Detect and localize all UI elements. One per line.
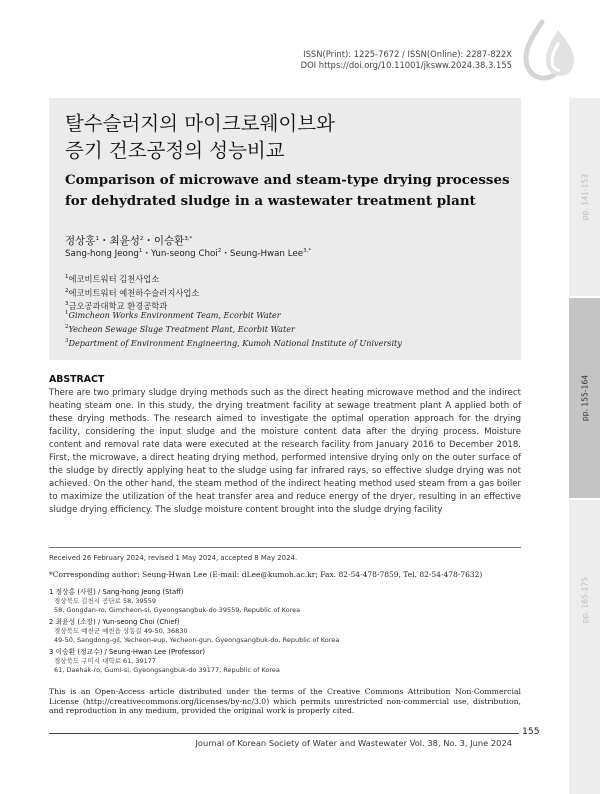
author-3-english: Seung-Hwan Lee xyxy=(229,249,304,259)
korean-title xyxy=(65,110,335,164)
author-1-en-sup: 1 xyxy=(138,248,143,254)
journal-citation: Journal of Korean Society of Water and Wastewater Vol. 38, No. 3, June 2024 xyxy=(195,738,512,748)
contributor-1: 1 정상홍 (사원) / Sang-hong Jeong (Staff) 경상북도 김천시 공단로 58, 39559 58, Gongdan-ro, Gimcheon-si, Gyeongsangbuk-do 39559, Republic of Korea xyxy=(49,588,301,615)
author-3-en-sup: 3,* xyxy=(303,248,312,254)
author-2-english: Yun-seong Choi xyxy=(151,249,218,259)
author-2-en-sup: 2 xyxy=(217,248,222,254)
doi-line: DOI https://doi.org/10.11001/jksww.2024.38.3.155 xyxy=(300,59,512,70)
license-notice: This is an Open-Access article distributed under the terms of the Creative Commons Attribution Non-Commercial License (http://creativecommons.org/licenses/by-nc/3.0) which permits unrestricted non-commercial use, distribution, and reproduction in any medium, provided the original work is properly cited. xyxy=(49,687,521,715)
page-range-tabs xyxy=(569,98,600,794)
author-separator: ・ xyxy=(98,235,110,247)
affiliation-english: $^2$Yecheon Sewage Sluge Treatment Plant, Ecorbit Water xyxy=(65,324,295,334)
author-separator: ・ xyxy=(143,235,154,247)
english-authors xyxy=(65,247,311,259)
author-2-korean: 최윤성 xyxy=(109,235,140,247)
author-separator: ・ xyxy=(221,249,230,259)
korean-authors xyxy=(65,233,192,248)
affiliation-korean: $^3$금오공과대학교 환경공학과 xyxy=(65,301,168,312)
abstract-text: There are two primary sludge drying methods such as the direct heating microwave method and the indirect heating steam one. In this study, the drying treatment facility at sewage treatment plant A applied both of these drying methods. The research aimed to investigate the optimal operation approach for the drying facility, considering the input sludge and the moisture content data after the drying process. Moisture content and removal rate data were executed at the research facility from January 2016 to December 2018. First, the microwave, a direct heating drying method, performed intensive drying only on the outer surface of the sludge by directly applying heat to the sludge using far infrared rays, so effective sludge drying was not achieved. On the other hand, the steam method of the indirect heating method used steam from a gas boiler to maximize the utilization of the heat transfer area and reduce energy of the dryer, resulting in an effective sludge drying efficiency. The sludge moisture content brought into the sludge drying facility xyxy=(49,388,521,516)
tab-pp-165-175[interactable]: pp. 165-175 xyxy=(569,500,600,794)
issn-doi-block xyxy=(301,49,512,70)
affiliation-korean: $^1$에코비트워터 김천사업소 xyxy=(65,274,160,284)
author-1-korean: 정상홍 xyxy=(65,235,96,247)
english-title: Comparison of microwave and steam-type drying processes for dehydrated sludge in a wastewater treatment plant xyxy=(65,172,510,209)
footer-rule xyxy=(49,733,519,734)
affiliation-english: $^1$Gimcheon Works Environment Team, Ecorbit Water xyxy=(65,310,281,320)
author-3-korean: 이승환 xyxy=(153,235,185,247)
author-1-sup: 1 xyxy=(95,236,99,242)
contributor-2: 2 최윤성 (소장) / Yun-seong Choi (Chief) 경상북도 예천군 예천읍 상동길 49-50, 36830 49-50, Sangdong-gil, Yecheon-eup, Yecheon-gun, Gyeongsangbuk-do, Republic of Korea xyxy=(49,618,340,645)
tab-pp-141-153[interactable]: pp. 141-153 xyxy=(569,98,600,296)
corresponding-author: *Corresponding author: Seung-Hwan Lee (E-mail: dLee@kumoh.ac.kr; Fax. 82-54-478-7859, Tel. 82-54-478-7632) xyxy=(49,570,483,579)
tab-pp-155-164[interactable]: pp. 155-164 xyxy=(569,298,600,498)
affiliations-english xyxy=(65,307,402,349)
author-2-sup: 2 xyxy=(139,236,144,242)
affiliation-english: $^3$Department of Environment Engineering, Kumoh National Institute of University xyxy=(65,338,402,348)
author-3-sup: 3,* xyxy=(184,236,193,242)
issn-line: ISSN(Print): 1225-7672 / ISSN(Online): 2287-822X xyxy=(303,49,512,59)
author-separator: ・ xyxy=(142,249,152,259)
footnote-divider xyxy=(49,547,521,548)
received-dates: Received 26 February 2024, revised 1 May 2024, accepted 8 May 2024. xyxy=(49,554,298,562)
author-1-english: Sang-hong Jeong xyxy=(65,249,139,259)
page-number: 155 xyxy=(522,726,540,737)
abstract-heading: ABSTRACT xyxy=(49,374,105,385)
korean-title-line-1: 탈수슬러지의 마이크로웨이브와 xyxy=(65,112,335,135)
water-drop-logo-icon xyxy=(522,16,578,82)
contributor-3: 3 이승환 (정교수) / Seung-Hwan Lee (Professor) 경상북도 구미시 대학로 61, 39177 61, Daehak-ro, Gumi-si, Gyeongsangbuk-do 39177, Republic of Korea xyxy=(49,648,280,675)
korean-title-line-2: 증기 건조공정의 성능비교 xyxy=(65,139,285,162)
affiliation-korean: $^2$에코비트워터 예천하수슬러지사업소 xyxy=(65,287,200,298)
